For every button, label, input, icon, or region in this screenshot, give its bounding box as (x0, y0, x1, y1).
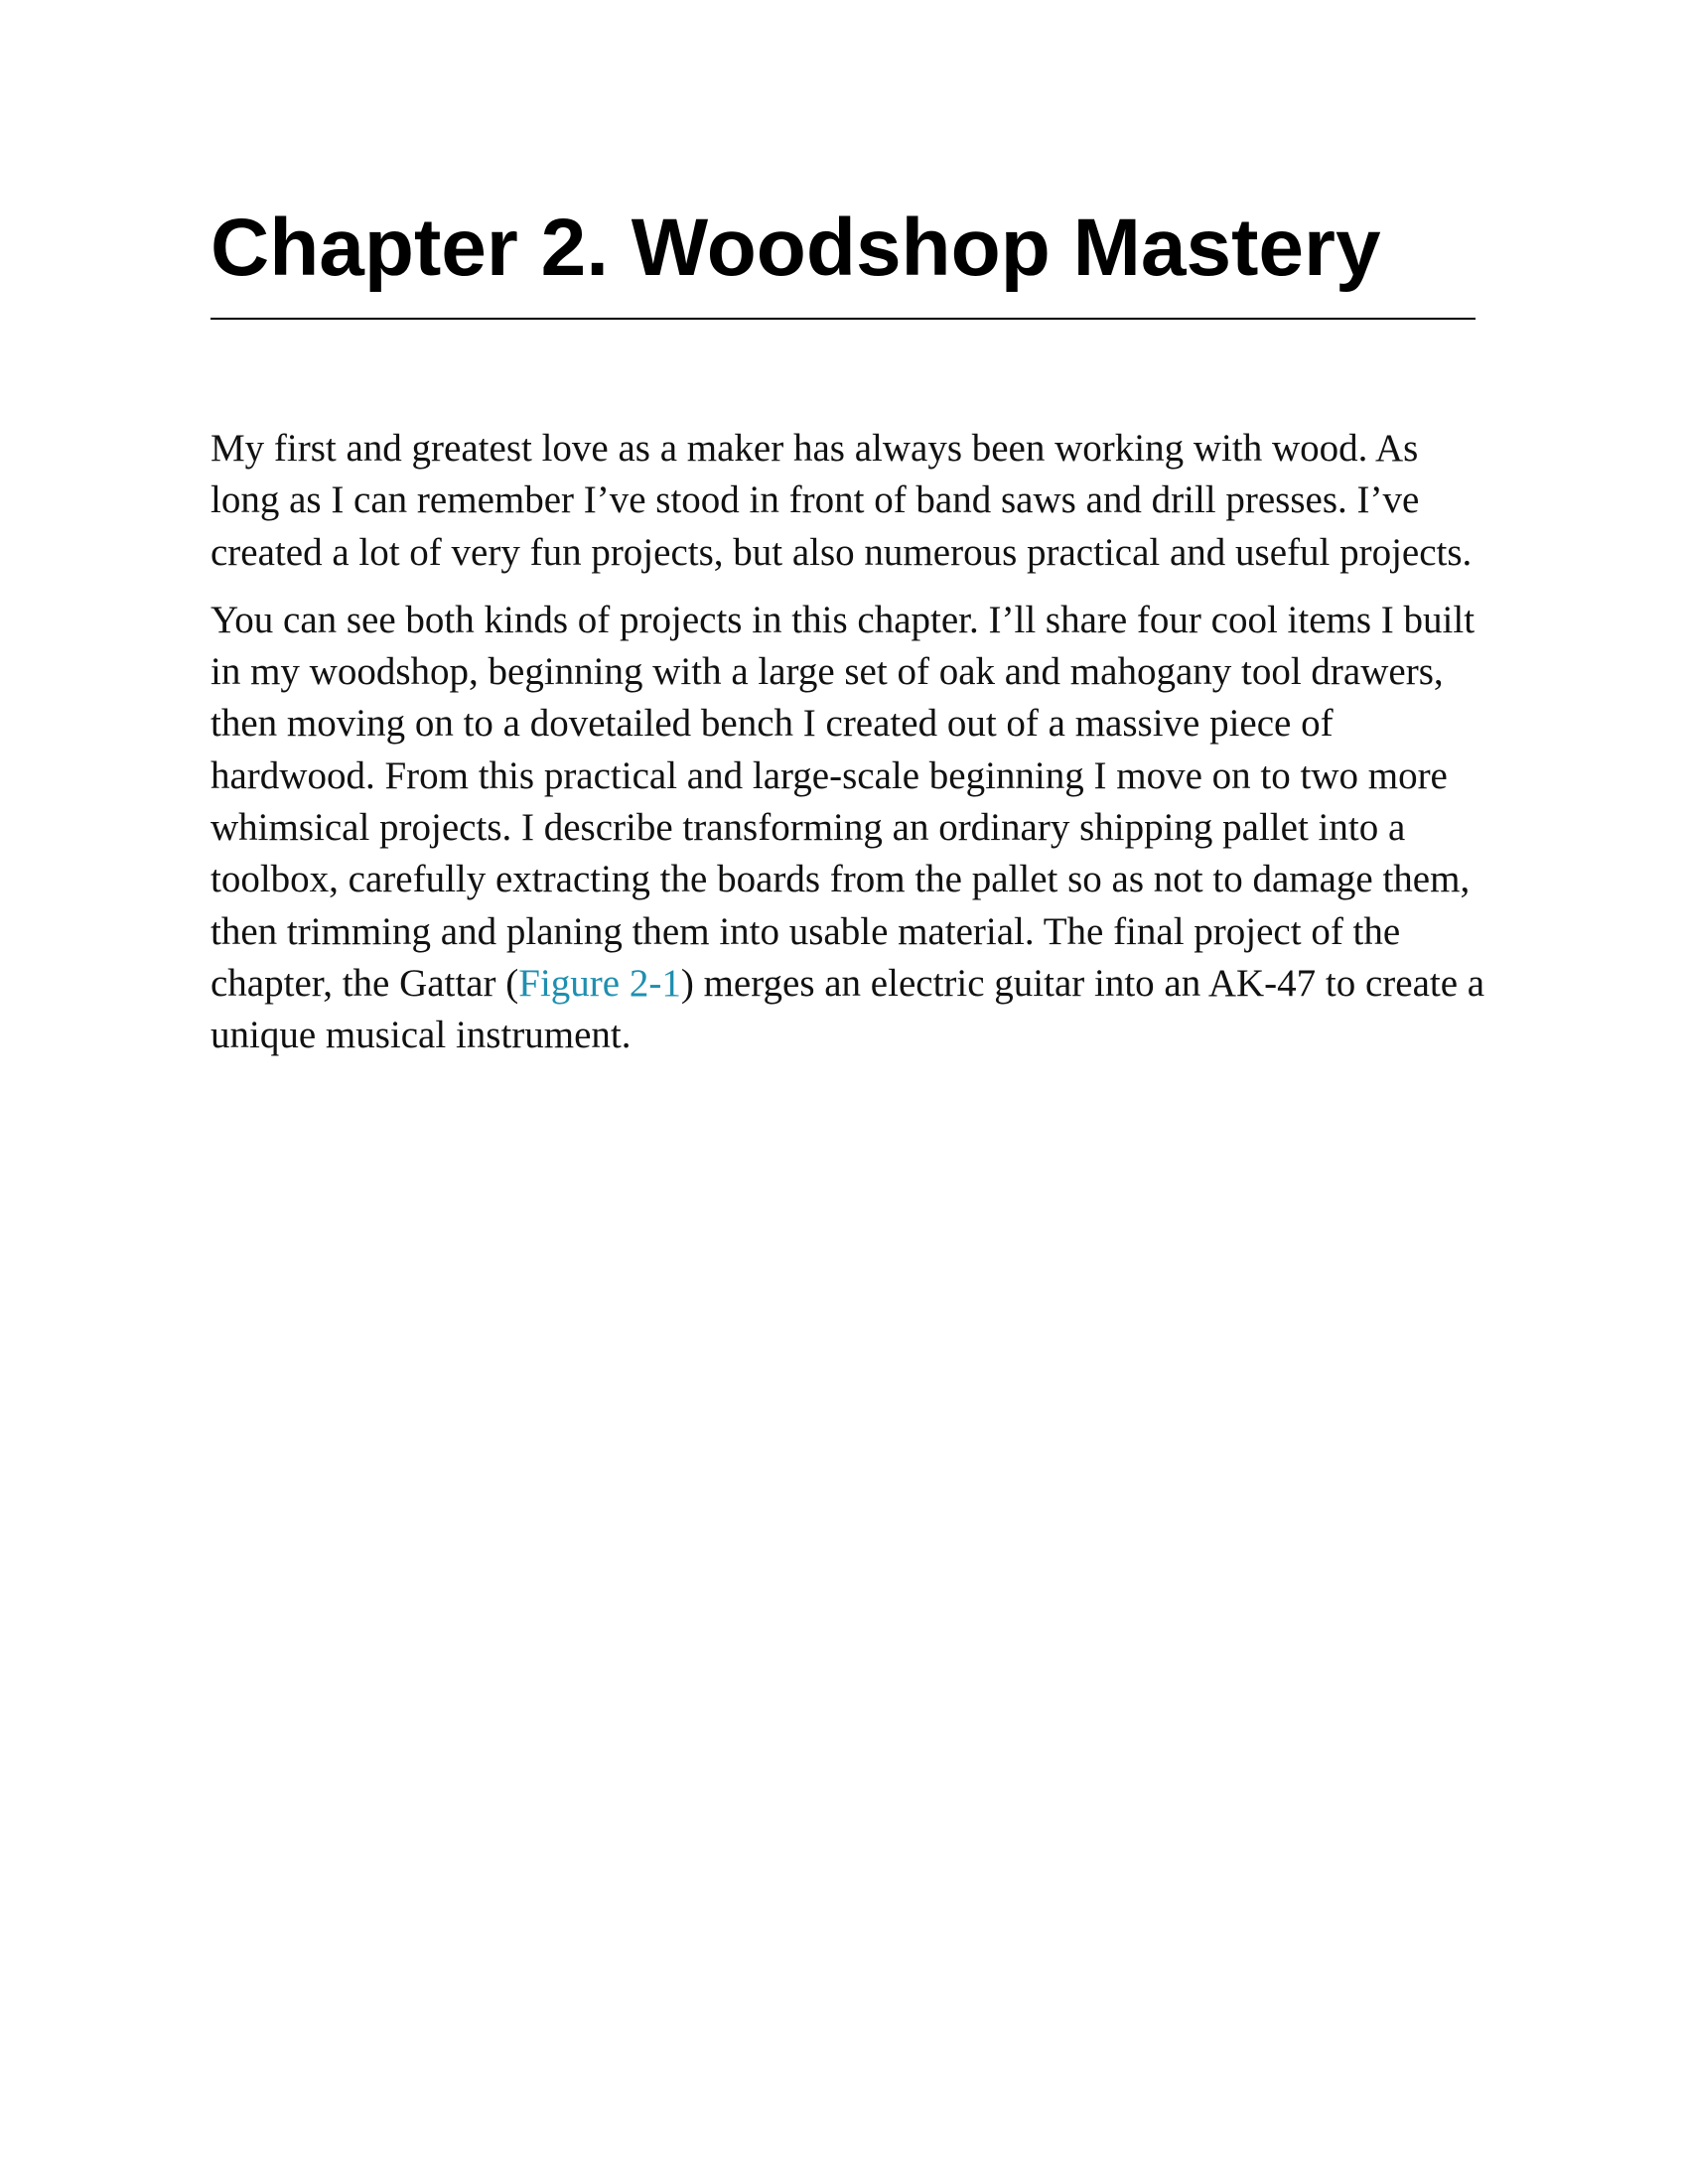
paragraph-overview (211, 595, 1486, 1062)
paragraph-overview-text-end: ) merges an electric guitar into an AK-47 to create a unique musical instrument. (211, 961, 1485, 1057)
title-divider (211, 318, 1476, 320)
chapter-body (211, 423, 1486, 1078)
paragraph-overview-text: You can see both kinds of projects in this chapter. I’ll share four cool items I built in my woodshop, beginning with a large set of oak and mahogany tool drawers, then moving on to a dovetailed bench I created out of a massive piece of hardwood. From this practical and large-scale beginning I move on to two more whimsical projects. I describe transforming an ordinary shipping pallet into a toolbox, carefully extracting the boards from the pallet so as not to damage them, then trimming and planing them into usable material. The final project of the chapter, the Gattar ( (211, 598, 1476, 1005)
figure-2-1-link[interactable]: Figure 2-1 (518, 961, 681, 1005)
chapter-title: Chapter 2. Woodshop Mastery (211, 203, 1381, 293)
paragraph-intro: My first and greatest love as a maker has always been working with wood. As long as I can remember I’ve stood in front of band saws and drill presses. I’ve created a lot of very fun projects, but also numerous practical and useful projects. (211, 427, 1473, 574)
